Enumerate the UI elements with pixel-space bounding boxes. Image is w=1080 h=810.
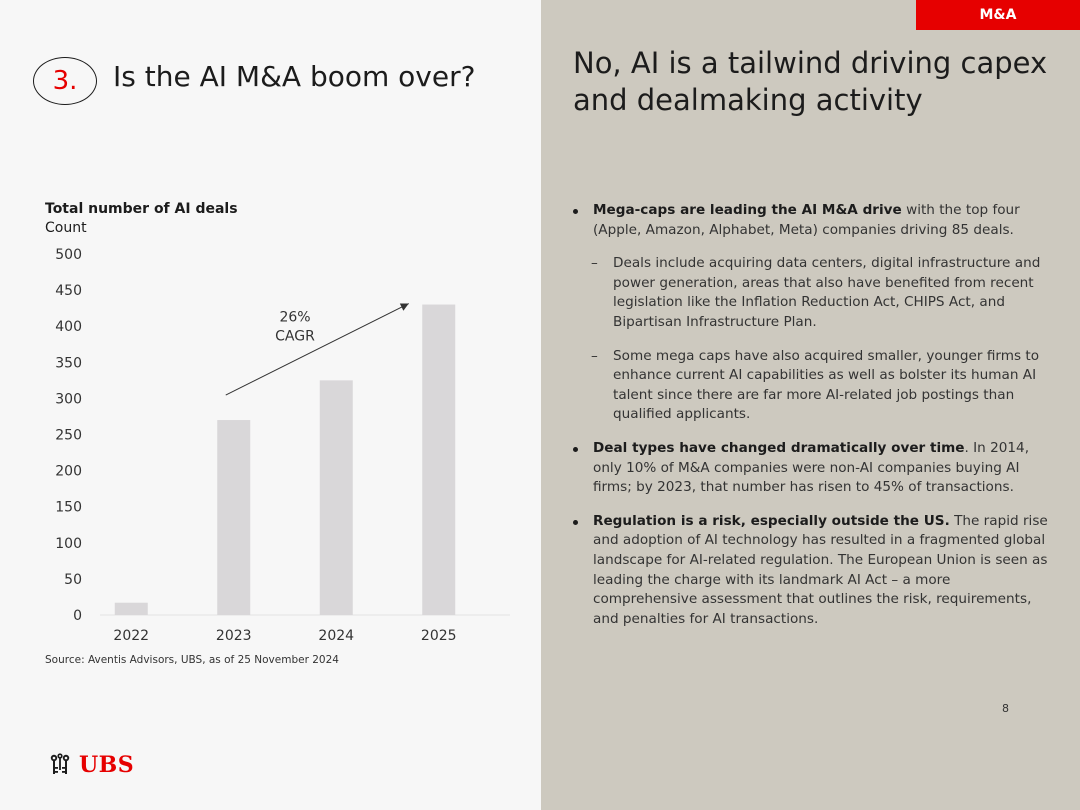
dash-marker: – bbox=[591, 347, 598, 364]
bar-2022 bbox=[115, 603, 148, 615]
y-tick-label: 150 bbox=[55, 499, 82, 516]
ubs-logo bbox=[45, 752, 134, 778]
y-tick-label: 50 bbox=[64, 571, 82, 588]
ai-deals-bar-chart bbox=[40, 240, 520, 650]
bar-2025 bbox=[422, 305, 455, 615]
bullet-text: . In 2014, only 10% of M&A companies were non-AI companies buying AI firms; by 2023, that number has risen to 45% of transactions. bbox=[593, 439, 1030, 496]
sub-bullet-text: Deals include acquiring data centers, digital infrastructure and power generation, areas that also have benefited from recent legislation like the Inflation Reduction Act, CHIPS Act, and Bipartisan Infrastructure Plan. bbox=[613, 255, 1041, 330]
bar-2024 bbox=[320, 380, 353, 615]
bar-2023 bbox=[217, 420, 250, 615]
bullet-text: The rapid rise and adoption of AI technology has resulted in a fragmented global landscape for AI-related regulation. The European Union is seen as leading the charge with its landmark AI Act – a more comprehensive assessment that outlines the risk, requirements, and penalties for AI transactions. bbox=[593, 512, 1048, 627]
cagr-annotation-value: 26% bbox=[279, 309, 311, 326]
sub-bullet-talent bbox=[571, 347, 1053, 425]
section-title: Is the AI M&A boom over? bbox=[113, 60, 476, 93]
x-tick-label: 2022 bbox=[113, 628, 150, 644]
cagr-arrow-line bbox=[226, 304, 409, 396]
headline: No, AI is a tailwind driving capex and dealmaking activity bbox=[573, 46, 1048, 117]
y-tick-label: 500 bbox=[55, 247, 82, 263]
sub-bullet-deals bbox=[571, 254, 1053, 332]
bullet-text: with the top four (Apple, Amazon, Alphabet, Meta) companies driving 85 deals. bbox=[593, 202, 1020, 238]
y-tick-label: 450 bbox=[55, 283, 82, 300]
y-tick-label: 400 bbox=[55, 319, 82, 336]
section-tag: M&A bbox=[916, 0, 1080, 30]
ubs-keys-icon bbox=[45, 752, 75, 778]
y-tick-label: 0 bbox=[73, 608, 82, 624]
source-note: Source: Aventis Advisors, UBS, as of 25 November 2024 bbox=[45, 654, 339, 666]
sub-bullet-text: Some mega caps have also acquired smaller, younger firms to enhance current AI capabilities as well as bolster its human AI talent since there are far more AI-related job postings than qualified applicants. bbox=[613, 347, 1040, 423]
y-tick-label: 250 bbox=[55, 427, 82, 444]
bullet-bold: Regulation is a risk, especially outside the US. bbox=[593, 512, 950, 529]
bullet-dot bbox=[573, 209, 578, 214]
section-number: 3. bbox=[33, 57, 97, 105]
cagr-annotation-label: CAGR bbox=[275, 328, 315, 345]
logo-text: UBS bbox=[79, 752, 135, 778]
y-tick-label: 350 bbox=[55, 355, 82, 372]
dash-marker: – bbox=[591, 255, 598, 272]
chart-unit-label: Count bbox=[45, 220, 87, 236]
page-number: 8 bbox=[1002, 702, 1009, 715]
x-tick-label: 2025 bbox=[420, 628, 457, 644]
x-tick-label: 2024 bbox=[318, 628, 355, 644]
y-tick-label: 100 bbox=[55, 535, 82, 552]
bullet-list bbox=[571, 201, 1053, 643]
bullet-regulation bbox=[571, 512, 1053, 630]
bullet-dot bbox=[573, 520, 578, 525]
y-tick-label: 300 bbox=[55, 391, 82, 408]
bullet-deal-types bbox=[571, 439, 1053, 498]
bullet-mega-caps bbox=[571, 201, 1053, 240]
x-tick-label: 2023 bbox=[215, 628, 252, 644]
bullet-bold: Mega-caps are leading the AI M&A drive bbox=[593, 202, 902, 218]
bullet-bold: Deal types have changed dramatically over time bbox=[593, 439, 965, 456]
bullet-dot bbox=[573, 447, 578, 452]
y-tick-label: 200 bbox=[55, 463, 82, 480]
chart-title: Total number of AI deals bbox=[45, 201, 238, 217]
